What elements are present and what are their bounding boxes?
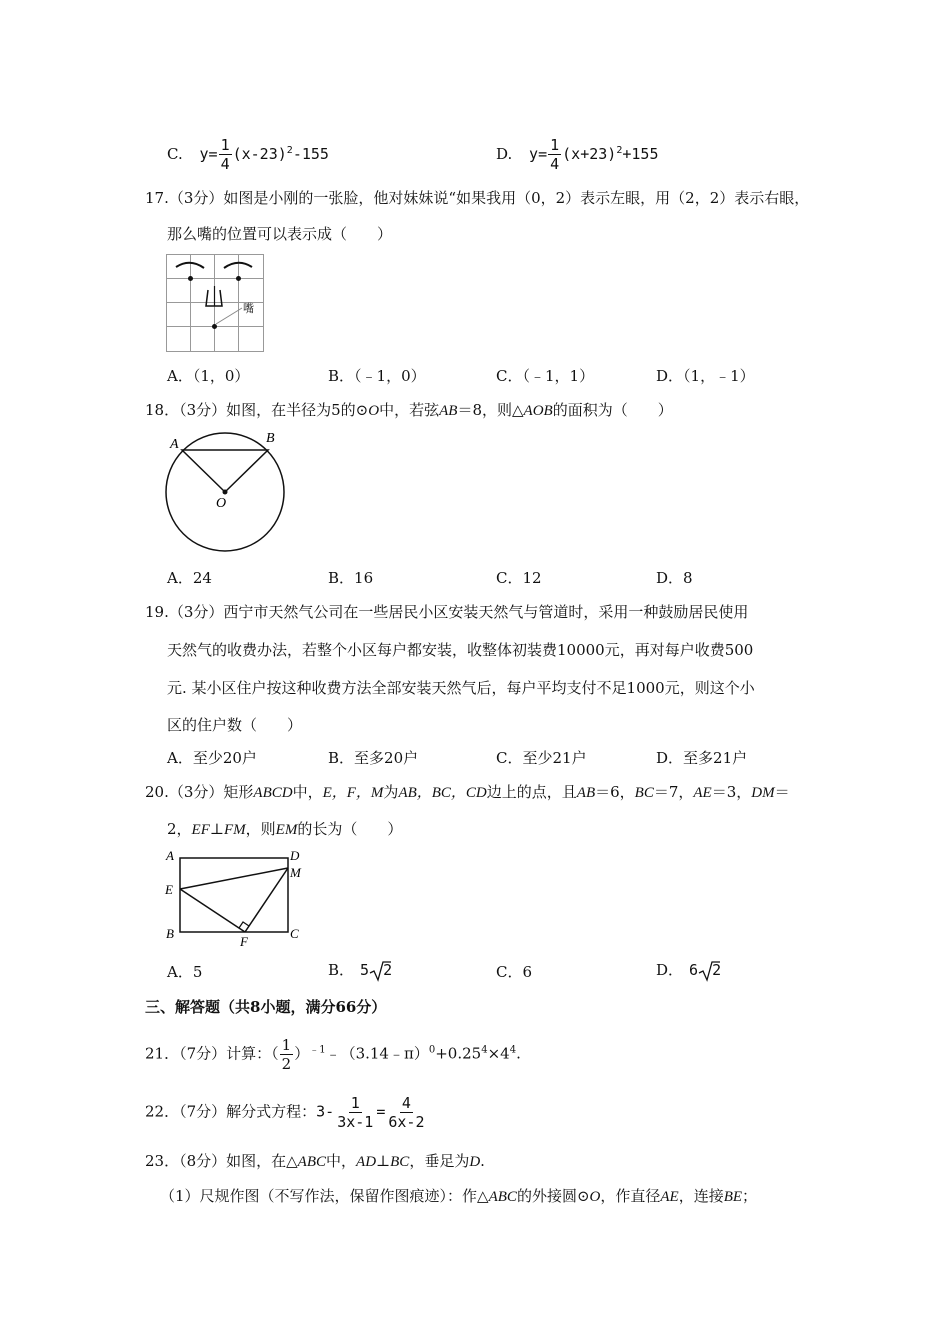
frac-numerator: 1 bbox=[550, 136, 560, 154]
q23-text: ，垂足为 bbox=[409, 1152, 470, 1170]
label-b: B bbox=[266, 431, 275, 446]
q18-var-aob: AOB bbox=[523, 403, 553, 419]
q23-var: ABC bbox=[297, 1154, 327, 1170]
q20-var: BC bbox=[634, 785, 654, 801]
q23-var: ABC bbox=[488, 1189, 517, 1205]
radical-coefficient: 6 bbox=[689, 961, 699, 979]
q23-text: ⊥ bbox=[376, 1152, 391, 1170]
q23-text: ； bbox=[742, 1187, 758, 1205]
exponent: 4 bbox=[509, 1044, 517, 1056]
exponent: ﹣1 bbox=[309, 1044, 326, 1056]
sqrt-expression bbox=[698, 960, 721, 982]
rectangle-abcd bbox=[180, 858, 288, 932]
exponent: 4 bbox=[481, 1044, 488, 1056]
label-c: C bbox=[290, 926, 299, 941]
option-label: D． bbox=[656, 961, 684, 979]
radical-coefficient: 5 bbox=[360, 961, 370, 979]
q23-line2 bbox=[160, 1186, 757, 1207]
frac-denominator: 2 bbox=[281, 1055, 292, 1073]
q21-text: ﹣（3.14﹣π） bbox=[325, 1044, 429, 1063]
q21-text: . bbox=[516, 1044, 521, 1063]
section-title: 三、解答题（共8小题，满分66分） bbox=[145, 998, 387, 1016]
label-b: B bbox=[166, 926, 174, 941]
q20-var: FM bbox=[223, 822, 246, 838]
q21-text: ） bbox=[294, 1044, 310, 1063]
q17-option-d: D．（1，﹣1） bbox=[656, 367, 755, 385]
q18-var-ab: AB bbox=[439, 403, 458, 419]
q19-option-c: C．至少21户 bbox=[496, 749, 587, 767]
q23-text: ，作直径 bbox=[600, 1187, 661, 1205]
q20-var: EF bbox=[191, 822, 210, 838]
q17-option-a: A．（1，0） bbox=[167, 367, 250, 385]
q20-text: 为 bbox=[383, 783, 399, 801]
q19-line3: 元. 某小区住户按这种收费方法全部安装天然气后，每户平均支付不足1000元，则这个小 bbox=[167, 679, 755, 697]
q18-option-d: D．8 bbox=[656, 569, 693, 587]
formula-exponent: 2 bbox=[286, 145, 293, 156]
q18-option-b: B．16 bbox=[328, 569, 374, 587]
label-a: A bbox=[170, 437, 179, 452]
right-eye-dot bbox=[236, 276, 241, 281]
circle-figure bbox=[160, 426, 295, 556]
q19-line1: 19.（3分）西宁市天然气公司在一些居民小区安装天然气与管道时，采用一种鼓励居民使用 bbox=[145, 603, 749, 621]
q20-var: ABCD bbox=[253, 785, 293, 801]
q17-line2: 那么嘴的位置可以表示成（ ） bbox=[167, 225, 393, 243]
label-e: E bbox=[165, 882, 173, 897]
formula-body: (x+23) bbox=[562, 145, 617, 163]
q19-line4: 区的住户数（ ） bbox=[167, 716, 303, 734]
option-d-formula bbox=[529, 136, 659, 173]
q17-option-b: B．（﹣1，0） bbox=[328, 367, 426, 385]
q17-line1: 17.（3分）如图是小刚的一张脸，他对妹妹说“如果我用（0，2）表示左眼，用（2，2）表示右眼， bbox=[145, 189, 810, 207]
q19-option-a: A．至少20户 bbox=[167, 749, 257, 767]
q18-text: 中，若弦 bbox=[379, 401, 440, 419]
q23-var: AD bbox=[356, 1154, 377, 1170]
q20-option-b bbox=[328, 960, 392, 982]
q22-text: 22．（7分）解分式方程： bbox=[145, 1102, 317, 1121]
q20-var: AE bbox=[693, 785, 712, 801]
q18-question bbox=[145, 400, 673, 421]
q23-text: 23．（8分）如图，在△ bbox=[145, 1152, 298, 1170]
q23-line1 bbox=[145, 1151, 485, 1172]
q20-text: 2， bbox=[167, 820, 192, 838]
q18-var-o: O bbox=[368, 403, 380, 419]
q23-text: . bbox=[480, 1152, 485, 1170]
equals-sign: = bbox=[376, 1102, 386, 1121]
q21-text: ×4 bbox=[487, 1044, 510, 1063]
frac-denominator: 6x-2 bbox=[388, 1113, 425, 1131]
q20-text: 边上的点，且 bbox=[486, 783, 577, 801]
q18-option-a: A．24 bbox=[167, 569, 212, 587]
frac-denominator: 4 bbox=[220, 155, 230, 173]
formula-tail: -155 bbox=[292, 145, 329, 163]
q23-var: BE bbox=[723, 1189, 743, 1205]
q19-option-d: D．至多21户 bbox=[656, 749, 748, 767]
q23-var: AE bbox=[660, 1189, 679, 1205]
segment-em bbox=[180, 868, 288, 889]
q20-var: EM bbox=[275, 822, 298, 838]
formula-prefix: y= bbox=[199, 145, 218, 163]
q23-text: ，连接 bbox=[678, 1187, 724, 1205]
q16-option-d bbox=[496, 136, 658, 173]
q16-option-c bbox=[167, 136, 329, 173]
q20-text: 的长为（ ） bbox=[297, 820, 403, 838]
label-a: A bbox=[166, 848, 174, 863]
q20-text: ，则 bbox=[245, 820, 276, 838]
left-eye-dot bbox=[188, 276, 193, 281]
segment-ef bbox=[180, 889, 245, 932]
q20-text: 中， bbox=[292, 783, 323, 801]
q20-line1 bbox=[145, 782, 790, 803]
q20-var: E，F，M bbox=[322, 785, 384, 801]
q20-var: DM bbox=[751, 785, 775, 801]
frac-numerator: 1 bbox=[350, 1094, 360, 1112]
q23-text: 中， bbox=[326, 1152, 357, 1170]
label-f: F bbox=[240, 934, 248, 946]
equation-lead: 3- bbox=[316, 1102, 335, 1121]
q18-text: 的面积为（ ） bbox=[552, 401, 673, 419]
mouth-dot bbox=[212, 324, 217, 329]
option-label: D. bbox=[496, 145, 513, 163]
label-o: O bbox=[216, 496, 227, 511]
q20-text: ＝ bbox=[774, 783, 790, 801]
q20-option-a: A．5 bbox=[167, 963, 203, 981]
q20-var: AB bbox=[576, 785, 596, 801]
q20-option-d bbox=[656, 960, 721, 982]
q21-text: +0.25 bbox=[435, 1044, 482, 1063]
triangle-aob bbox=[182, 450, 268, 492]
q18-text: 18．（3分）如图，在半径为5的⊙ bbox=[145, 401, 369, 419]
frac-denominator: 4 bbox=[550, 155, 560, 173]
q20-line2 bbox=[167, 819, 402, 840]
q23-var: D bbox=[469, 1154, 481, 1170]
radicand: 2 bbox=[712, 961, 722, 979]
q19-option-b: B．至多20户 bbox=[328, 749, 419, 767]
center-dot bbox=[223, 490, 228, 495]
q21-text: 21．（7分）计算：（ bbox=[145, 1044, 279, 1063]
sqrt-expression bbox=[369, 960, 392, 982]
segment-fm bbox=[245, 868, 288, 932]
q20-text: ＝6， bbox=[595, 783, 635, 801]
label-d: D bbox=[290, 848, 300, 863]
q21-question bbox=[145, 1036, 521, 1073]
q18-text: ＝8，则△ bbox=[457, 401, 524, 419]
q23-var: BC bbox=[390, 1154, 410, 1170]
exponent: 0 bbox=[428, 1044, 436, 1056]
mouth-label: 嘴 bbox=[243, 303, 254, 315]
q23-text: 的外接圆⊙ bbox=[516, 1187, 590, 1205]
radicand: 2 bbox=[383, 961, 393, 979]
q22-question bbox=[145, 1094, 427, 1131]
q18-option-c: C．12 bbox=[496, 569, 542, 587]
q17-option-c: C．（﹣1，1） bbox=[496, 367, 595, 385]
frac-denominator: 3x-1 bbox=[337, 1113, 374, 1131]
q20-text: ⊥ bbox=[209, 820, 224, 838]
frac-numerator: 4 bbox=[401, 1094, 411, 1112]
q20-option-c: C．6 bbox=[496, 963, 533, 981]
formula-exponent: 2 bbox=[616, 145, 623, 156]
formula-prefix: y= bbox=[529, 145, 548, 163]
option-label: B． bbox=[328, 961, 355, 979]
q20-text: ＝7， bbox=[653, 783, 694, 801]
formula-tail: +155 bbox=[622, 145, 659, 163]
face-grid-figure bbox=[166, 254, 266, 354]
q23-text: （1）尺规作图（不写作法，保留作图痕迹）：作△ bbox=[160, 1187, 489, 1205]
option-label: C. bbox=[167, 145, 183, 163]
q19-line2: 天然气的收费办法，若整个小区每户都安装，收整体初装费10000元，再对每户收费500 bbox=[167, 641, 754, 659]
q20-text: 20.（3分）矩形 bbox=[145, 783, 254, 801]
option-c-formula bbox=[199, 136, 329, 173]
label-m: M bbox=[290, 865, 301, 880]
q20-text: ＝3， bbox=[711, 783, 752, 801]
formula-body: (x-23) bbox=[232, 145, 287, 163]
q23-var: O bbox=[589, 1189, 601, 1205]
frac-numerator: 1 bbox=[220, 136, 230, 154]
rectangle-figure bbox=[162, 846, 312, 946]
q20-var: AB，BC，CD bbox=[398, 785, 487, 801]
frac-numerator: 1 bbox=[281, 1036, 292, 1054]
